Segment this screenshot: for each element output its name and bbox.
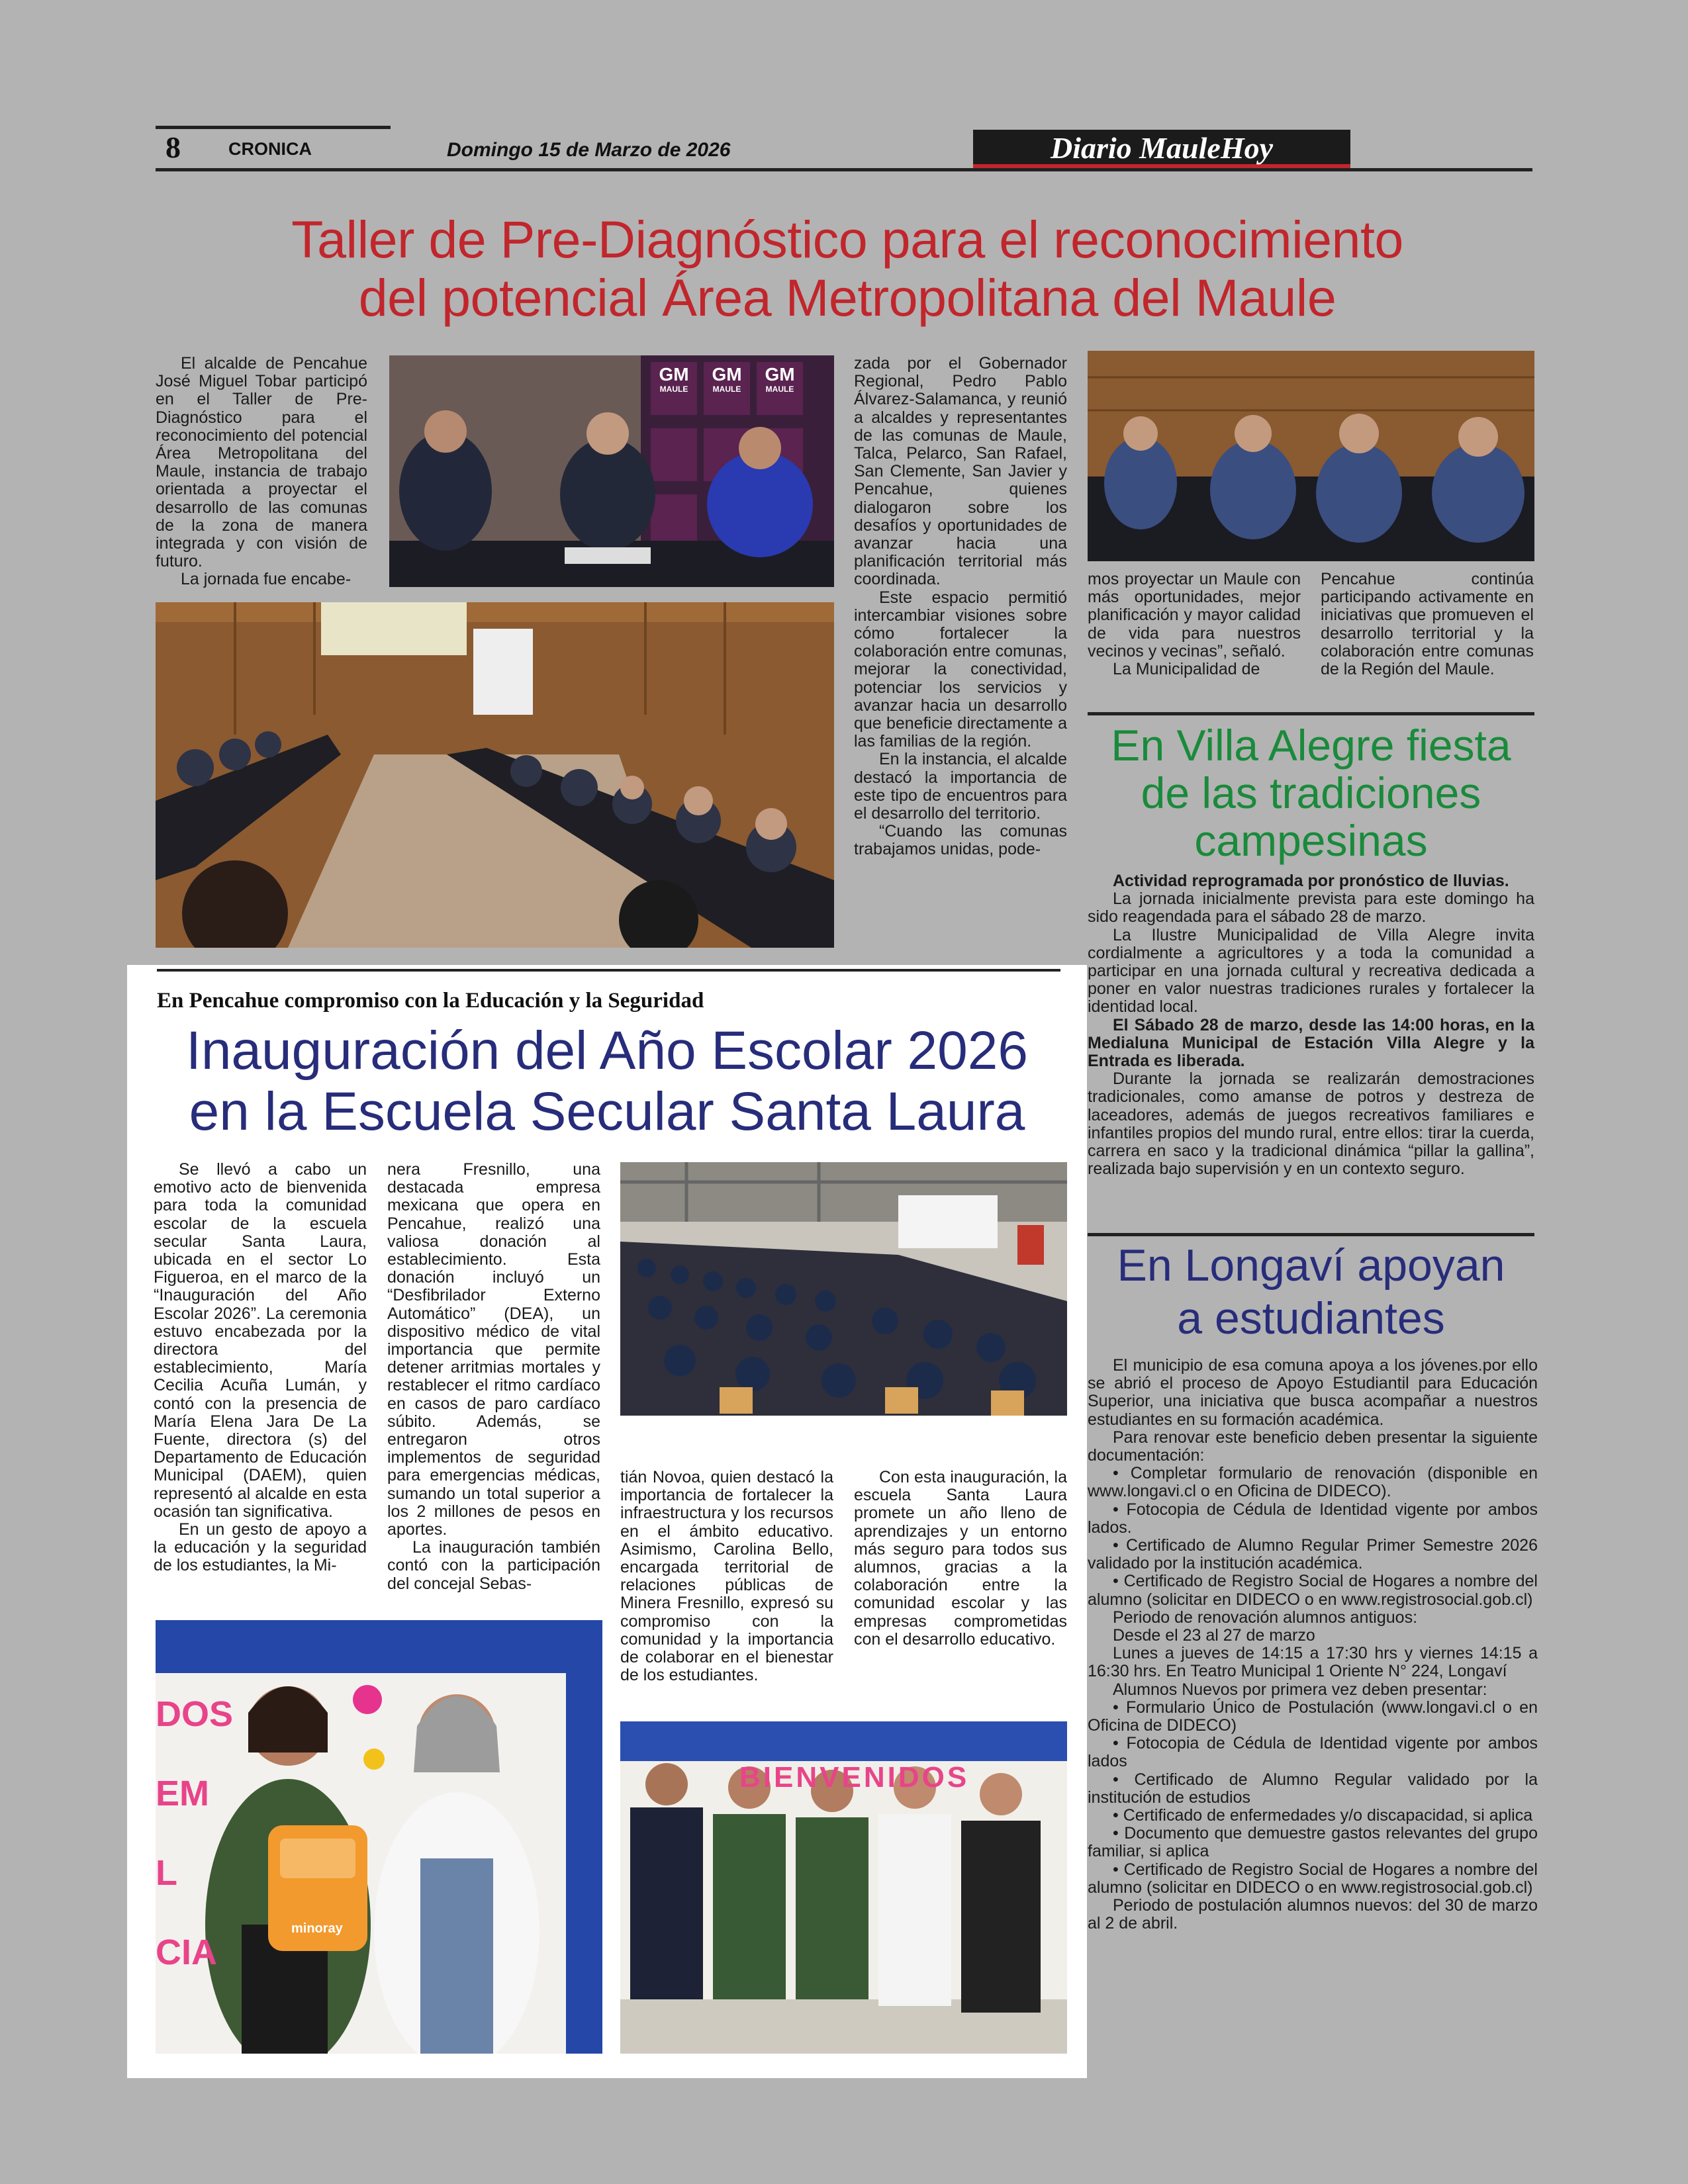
article4-bullet: • Certificado de Alumno Regular Primer Semestre 2026 validado por la institución académica.	[1088, 1536, 1538, 1573]
divider	[1088, 712, 1534, 715]
photo-conference-room	[156, 602, 834, 948]
article1-paragraph: Este espacio permitió intercambiar visiones sobre cómo fortalecer la colaboración entre comunas, mejorar la conectividad, potenciar los servicios y avanzar hacia un desarrollo que beneficie directamente a las familias de la región.	[854, 588, 1067, 751]
article4-bullet: • Formulario Único de Postulación (www.longavi.cl o en Oficina de DIDECO)	[1088, 1698, 1538, 1735]
article4-paragraph: Desde el 23 al 27 de marzo	[1113, 1626, 1315, 1645]
article3-title-line3: campesinas	[1194, 816, 1428, 865]
article2-box	[127, 965, 1087, 2078]
article4-bullet: • Certificado de Registro Social de Hogares a nombre del alumno (solicitar en DIDECO o en www.registrosocial.gob.cl)	[1088, 1860, 1538, 1897]
article4-title-line1: En Longaví apoyan	[1117, 1240, 1505, 1291]
article2-kicker: En Pencahue compromiso con la Educación y la Seguridad	[157, 989, 704, 1013]
article2-paragraph: En un gesto de apoyo a la educación y la seguridad de los estudiantes, la Mi-	[154, 1520, 367, 1575]
article1-col4	[1321, 570, 1534, 678]
article4-bullet: • Documento que demuestre gastos relevantes del grupo familiar, si aplica	[1088, 1824, 1538, 1861]
article1-paragraph: La jornada fue encabe-	[181, 570, 352, 589]
article2-title-line2: en la Escuela Secular Santa Laura	[189, 1081, 1025, 1142]
logo-sub: MAULE	[765, 385, 794, 394]
header	[156, 126, 1532, 172]
article2-paragraph: Con esta inauguración, la escuela Santa Laura promete un año lleno de aprendizajes y un entorno más seguro para todos sus alumnos, gracias a la colaboración entre la comunidad escolar y las empresas comprometidas con el desarrollo educativo.	[854, 1468, 1067, 1649]
article4-paragraph: Periodo de renovación alumnos antiguos:	[1113, 1608, 1418, 1627]
logo-text: GM	[659, 364, 689, 385]
masthead	[973, 130, 1350, 168]
article1-title-line2: del potencial Área Metropolitana del Maule	[358, 268, 1336, 327]
article2-col2	[387, 1161, 600, 1593]
article4-title-line2: a estudiantes	[1177, 1293, 1445, 1343]
article3-title-line1: En Villa Alegre fiesta	[1111, 721, 1511, 770]
article1-paragraph: El alcalde de Pencahue José Miguel Tobar participó en el Taller de Pre-Diagnóstico para el reconocimiento del potencial Área Metropolitana del Maule, instancia de trabajo orientada a proyectar el desarrollo de las comunas de la zona de manera integrada y con visión de futuro.	[156, 354, 367, 571]
article3-paragraph: La Ilustre Municipalidad de Villa Alegre invita cordialmente a agricultores y a toda la comunidad a participar en una jornada cultural y recreativa dedicada a poner en valor nuestras tradiciones rurales y fortalecer la identidad local.	[1088, 925, 1534, 1017]
article1-paragraph: La Municipalidad de	[1113, 660, 1260, 679]
article1-col1	[156, 355, 367, 589]
article4-bullet: • Certificado de Registro Social de Hogares a nombre del alumno (solicitar en DIDECO o en www.registrosocial.gob.cl)	[1088, 1572, 1538, 1609]
divider	[157, 969, 1060, 972]
logo-text: GM	[765, 364, 795, 385]
banner-letters: DOS EM L CIA	[156, 1694, 234, 1972]
article4-bullet: • Certificado de enfermedades y/o discapacidad, si aplica	[1113, 1806, 1533, 1825]
header-rule	[156, 168, 1532, 171]
article4-bullet: • Completar formulario de renovación (disponible en www.longavi.cl o en Oficina de DIDECO).	[1088, 1464, 1538, 1501]
article1-paragraph: zada por el Gobernador Regional, Pedro Pablo Álvarez-Salamanca, y reunió a alcaldes y representantes de las comunas de Maule, Talca, Pelarco, San Rafael, San Clemente, San Javier y Pencahue, quienes dialogaron sobre los desafíos y oportunidades de avanzar hacia una planificación territorial más coordinada.	[854, 354, 1067, 589]
article1-paragraph: Pencahue continúa participando activamente en iniciativas que promueven el desarrollo territorial y la colaboración entre comunas de la Región del Maule.	[1321, 570, 1534, 679]
article2-paragraph: tián Novoa, quien destacó la importancia de fortalecer la infraestructura y los recursos en el ámbito educativo. Asimismo, Carolina Bello, encargada territorial de relaciones públicas de Minera Fresnillo, expresó su compromiso con la comunidad y la importancia de colaborar en el bienestar de los estudiantes.	[620, 1468, 833, 1685]
device-label: minoray	[291, 1921, 343, 1936]
article1-paragraph: En la instancia, el alcalde destacó la importancia de este tipo de encuentros para el desarrollo del territorio.	[854, 750, 1067, 823]
article4-bullet: • Certificado de Alumno Regular validado por la institución de estudios	[1088, 1770, 1538, 1807]
article4-body	[1088, 1357, 1538, 1933]
photo-group	[620, 1721, 1067, 2054]
article2-col1	[154, 1161, 367, 1575]
article1-col2	[854, 355, 1067, 859]
article3-title-line2: de las tradiciones	[1141, 768, 1481, 817]
photo-officials-table	[1088, 351, 1534, 561]
article2-title-line1: Inauguración del Año Escolar 2026	[186, 1021, 1028, 1081]
article4-paragraph: Alumnos Nuevos por primera vez deben presentar:	[1113, 1680, 1487, 1699]
logo-sub: MAULE	[659, 385, 688, 394]
article1-col3	[1088, 570, 1301, 678]
article3-body	[1088, 872, 1534, 1178]
banner2-text: BIENVENIDOS	[739, 1761, 970, 1794]
issue-date: Domingo 15 de Marzo de 2026	[447, 139, 731, 161]
photo-donation	[156, 1620, 602, 2054]
article1-paragraph: “Cuando las comunas trabajamos unidas, pode-	[854, 822, 1067, 859]
article3-paragraph: Durante la jornada se realizarán demostraciones tradicionales, como amanse de potros y destreza de laceadores, además de juegos recreativos familiares e infantiles propios del mundo rural, entre ellos: tirar la cuerda, carrera en saco y la tradicional dinámica “pillar la gallina”, realizada bajo supervisión y en un contexto seguro.	[1088, 1069, 1534, 1179]
logo-badge	[707, 365, 747, 394]
article2-paragraph: La inauguración también contó con la participación del concejal Sebas-	[387, 1538, 600, 1593]
article4-bullet: • Fotocopia de Cédula de Identidad vigente por ambos lados	[1088, 1734, 1538, 1771]
article4-paragraph: Lunes a jueves de 14:15 a 17:30 hrs y viernes 14:15 a 16:30 hrs. En Teatro Municipal 1 Oriente N° 224, Longaví	[1088, 1644, 1538, 1681]
article3-paragraph: La jornada inicialmente prevista para este domingo ha sido reagendada para el sábado 28 de marzo.	[1088, 889, 1534, 927]
article4-paragraph: Periodo de postulación alumnos nuevos: del 30 de marzo al 2 de abril.	[1088, 1896, 1538, 1933]
logo-sub: MAULE	[712, 385, 741, 394]
article1-paragraph: mos proyectar un Maule con más oportunidades, mejor planificación y mayor calidad de vida para nuestros vecinos y vecinas”, señaló.	[1088, 570, 1301, 660]
article2-paragraph: nera Fresnillo, una destacada empresa mexicana que opera en Pencahue, realizó una valiosa donación al establecimiento. Esta donación incluyó un “Desfibrilador Externo Automático” (DEA), un dispositivo médico de vital importancia que permite detener arritmias mortales y restablecer el ritmo cardíaco en casos de paro cardíaco súbito. Además, se entregaron otros implementos de seguridad para emergencias médicas, sumando un total superior a los 2 millones de pesos en aportes.	[387, 1160, 600, 1539]
page-number: 8	[165, 130, 181, 164]
article4-paragraph: Para renovar este beneficio deben presentar la siguiente documentación:	[1088, 1428, 1538, 1465]
article1-title	[159, 210, 1536, 327]
photo-panel-speakers	[389, 355, 834, 587]
article2-col3	[620, 1469, 833, 1684]
article3-lead: Actividad reprogramada por pronóstico de lluvias.	[1113, 872, 1509, 890]
article4-bullet: • Fotocopia de Cédula de Identidad vigente por ambos lados.	[1088, 1500, 1538, 1537]
article2-col4	[854, 1469, 1067, 1649]
header-top-rule	[156, 126, 391, 129]
photo-school-assembly	[620, 1162, 1067, 1416]
divider	[1088, 1233, 1534, 1236]
article1-title-line1: Taller de Pre-Diagnóstico para el reconocimiento	[291, 210, 1403, 269]
article4-title	[1088, 1239, 1534, 1345]
section-label: CRONICA	[228, 139, 312, 159]
article4-paragraph: El municipio de esa comuna apoya a los jóvenes.por ello se abrió el proceso de Apoyo Estudiantil para Educación Superior, una iniciativa que busca acompañar a nuestros estudiantes en su formación académica.	[1088, 1356, 1538, 1429]
article3-paragraph: El Sábado 28 de marzo, desde las 14:00 horas, en la Medialuna Municipal de Estación Villa Alegre y la Entrada es liberada.	[1088, 1015, 1534, 1071]
logo-text: GM	[712, 364, 742, 385]
logo-badge	[760, 365, 800, 394]
article3-title	[1088, 721, 1534, 864]
logo-badge	[654, 365, 694, 394]
article2-title	[147, 1021, 1067, 1142]
article2-paragraph: Se llevó a cabo un emotivo acto de bienvenida para toda la comunidad escolar de la escuela secular Santa Laura, ubicada en el sector Lo Figueroa, en el marco de la “Inauguración del Año Escolar 2026”. La ceremonia estuvo encabezada por la directora del establecimiento, María Cecilia Acuña Lumán, y contó con la presencia de María Elena Jara De La Fuente, directora (s) del Departamento de Educación Municipal (DAEM), quien representó al alcalde en esta ocasión tan significativa.	[154, 1160, 367, 1521]
masthead-title: Diario MauleHoy	[1050, 131, 1274, 165]
